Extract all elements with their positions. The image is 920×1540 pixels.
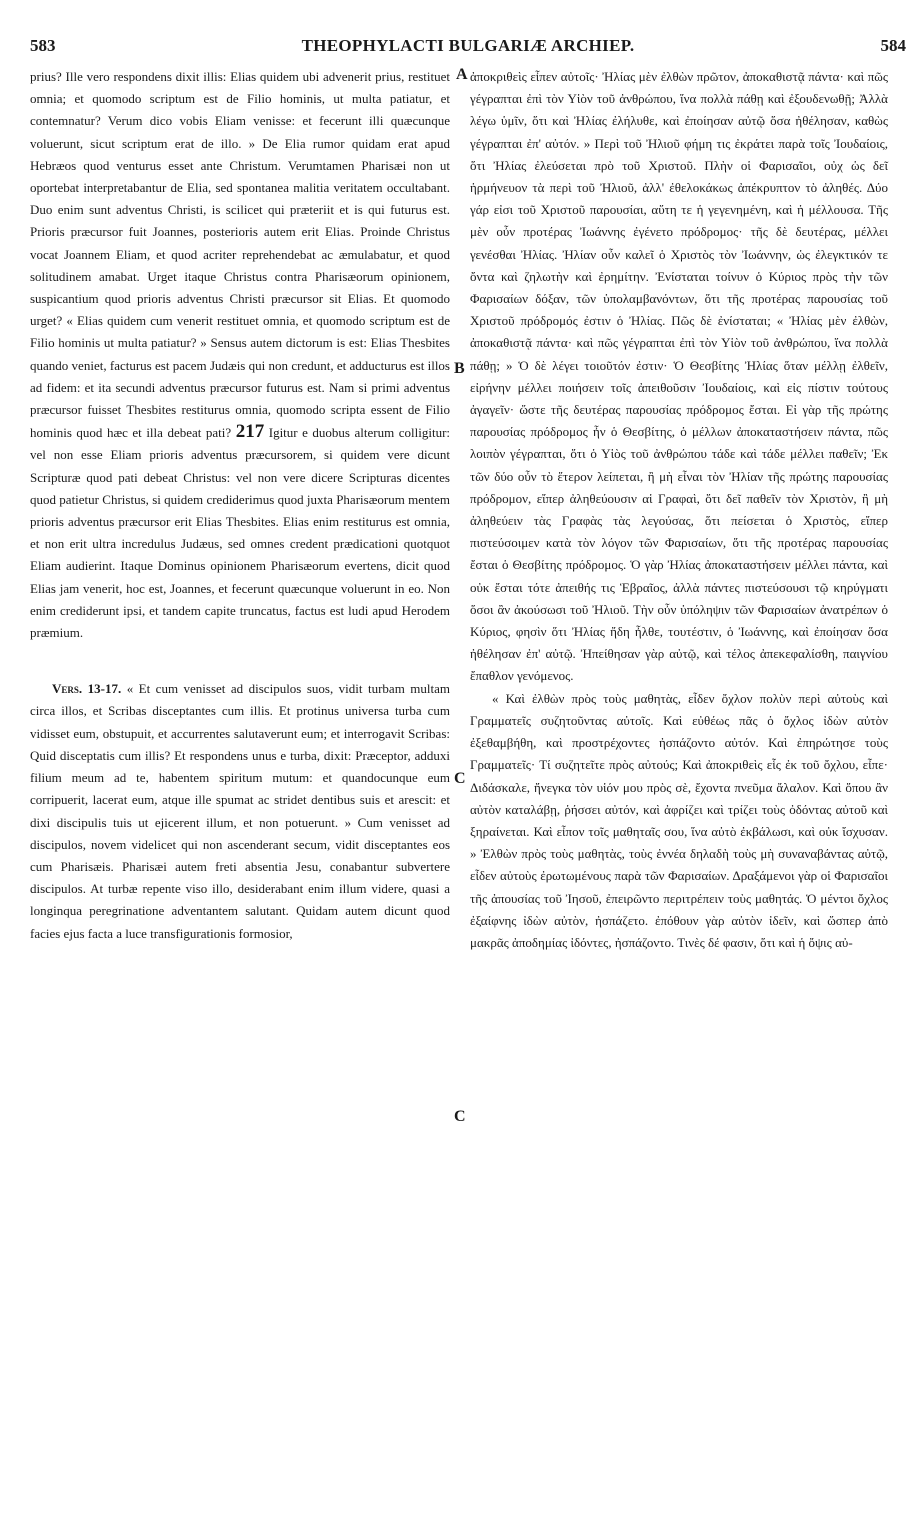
latin-text-2: « Et cum venisset ad discipulos suos, vidit turbam multam circa illos, et Scribas disceptantes cum illis. Et protinus universa turba cum vidisset eum, obstupuit, et accurrentes salutaverunt eum; et interrogavit Scribas: Quid disceptatis cum illis? Et respondens unus e turba, dixit: Præceptor, adduxi filium meum ad te, habentem spiritum mutum: et quandocunque eum corripuerit, lacerat eum, atque ille spumat ac stridet dentibus suis et arescit: et dixi discipulis tuis ut ejicerent illum, et non potuerunt. » Cum venisset ad discipulos, novem videlicet qui non ascenderant secum, vidit disceptantes eos cum Pharisæis. Pharisæi autem freti absentia Jesu, conabantur subvertere discipulos. At turbæ repente viso illo, desiderabant enim illum videre, quasi a longinqua peregrinatione adventantem salutant. Quidam autem dicunt quod facies ejus facta a luce transfigurationis formosior, [30,681,450,941]
greek-column [470,66,888,954]
greek-paragraph-2 [470,688,888,954]
greek-text-1: ἀποκριθεὶς εἶπεν αὐτοῖς· Ἠλίας μὲν ἐλθὼν πρῶτον, ἀποκαθιστᾷ πάντα· καὶ πῶς γέγραπται ἐπὶ τὸν Υἱὸν τοῦ ἀνθρώπου, ἵνα πολλὰ πάθῃ καὶ ἐξουδενωθῇ; Ἀλλὰ λέγω ὑμῖν, ὅτι καὶ Ἠλίας ἐλήλυθε, καὶ ἐποίησαν αὐτῷ ὅσα ἠθέλησαν, καθὼς γέγραπται ἐπ' αὐτόν. » Περὶ τοῦ Ἠλιοῦ φήμη τις ἐκράτει παρὰ τοῖς Ἰουδαίοις, ὅτι Ἠλίας ἐλεύσεται πρὸ τοῦ Χριστοῦ. Πλὴν οἱ Φαρισαῖοι, οὐχ ὡς δεῖ ἡρμήνευον τὰ περὶ τοῦ Ἠλιοῦ, ἀλλ' ἐθελοκάκως ἀπέκρυπτον τὸ ἀληθές. Δύο γάρ εἰσι τοῦ Χριστοῦ παρουσίαι, αὕτη τε ἡ γεγενημένη, καὶ ἡ μέλλουσα. Τῆς μὲν οὖν προτέρας Ἰωάννης ἐγένετο πρόδρομος· τῆς δὲ δευτέρας, μέλλει γενέσθαι Ἠλίας. Ἠλίαν οὖν καλεῖ ὁ Χριστὸς τὸν Ἰωάννην, ὡς ἐλεγκτικόν τε ὄντα καὶ ζηλωτὴν καὶ ἐρημίτην. Ἐνίσταται τοίνυν ὁ Κύριος πρὸς τὴν τῶν Φαρισαίων δόξαν, τῶν ὑπολαμβανόντων, ὅτι τῆς προτέρας παρουσίας τοῦ Χριστοῦ πρόδρομός ἐστιν ὁ Ἠλίας. Πῶς δὲ ἐνίσταται; « Ἠλίας μὲν ἐλθὼν, ἀποκαθιστᾷ πάντα· καὶ πῶς γέγραπται ἐπὶ τὸν Υἱὸν τοῦ ἀνθρώπου, ἵνα πολλὰ πάθῃ; » Ὁ δὲ λέγει τοιοῦτόν ἐστιν· Ὁ Θεσβίτης Ἠλίας ὅταν μέλλῃ ἐλθεῖν, εἰρήνην μέλλει ποιήσειν τοῖς ἀπειθοῦσιν Ἰουδαίοις, καὶ εἰς πίστιν τούτους ἀγαγεῖν· ὥστε τῆς δευτέρας παρουσίας πρόδρομος ἔσται. Εἰ γὰρ τῆς πρώτης παρουσίας πρόδρομος ἦν ὁ Θεσβίτης, ὁ μέλλων ἀποκαταστήσειν πάντα, πῶς λοιπὸν γέγραπται, ὅτι ὁ Υἱὸς τοῦ ἀνθρώπου τάδε καὶ τάδε μέλλει παθεῖν; Ἐκ τῶν δύο οὖν τὸ ἕτερον λείπεται, ἢ μὴ εἶναι τὸν Ἠλίαν τῆς πρώτης παρουσίας πρόδρομον, εἴπερ ἀληθεύουσιν αἱ Γραφαὶ, ὅτι δεῖ παθεῖν τὸν Χριστὸν, ἢ μὴ ἀληθεύειν τὰς Γραφὰς τὰς λεγούσας, ὅτι πείσεται ὁ Χριστὸς, εἴπερ πιστεύσοιμεν κατὰ τὸν λόγον τῶν Φαρισαίων, ὅτι τῆς προτέρας παρουσίας ἔσται ὁ Θεσβίτης πρόδρομος. Ὁ γὰρ Ἠλίας ἀποκαταστήσειν μέλλει πάντα, καὶ οὐκ ἔσται τότε ἀπειθής τις Ἑβραῖος, ἀλλὰ πάντες πιστεύσουσι τῷ κηρύγματι ὅσοι ἂν ἀκούσωσι τοῦ Ἠλιοῦ. Τὴν οὖν ὑπόληψιν τῶν Φαρισαίων ἀνατρέπων ὁ Κύριος, φησὶν ὅτι Ἠλίας ἤδη ἦλθε, τουτέστιν, ὁ Ἰωάννης, καὶ ἐποίησαν ὅσα ἠθέλησαν ἐπ' αὐτῷ. Ἠπείθησαν γὰρ αὐτῷ, καὶ τέλος ἀπεκεφαλίσθη, παιγνίου ἔπαθλον γενόμενος. [470,69,888,684]
left-page-number: 583 [30,36,56,55]
margin-marker-c: C [454,770,466,787]
paragraph-gap [30,644,450,678]
latin-paragraph-2 [30,678,450,944]
right-page-number: 584 [880,36,906,55]
column-number: 217 [235,421,265,443]
latin-paragraph-1 [30,66,450,644]
latin-text-1: prius? Ille vero respondens dixit illis: Elias quidem ubi advenerit prius, restituet omnia; et quomodo scriptum est de Filio hominis, ut multa patiatur, et contemnatur? Verum dico vobis Eliam venisse: et fecerunt illi quæcunque voluerunt, sicut scriptum erat de illo. » De Elia rumor quidam erat apud Hebræos quod venturus esset ante Christum. Verumtamen Pharisæi non ut oportebat interpretabantur de Elia, sed spontanea malitia veritatem occultabant. Duo enim sunt adventus Christi, is scilicet qui præteriit et is qui futurus est. Prioris præcursor fuit Joannes, posterioris autem erit Elias. Proinde Christus vocat Joannem Eliam, et quod acriter reprehendebat ac æmulabatur, et quod solitudinem amabat. Urget itaque Christus contra Pharisæorum opinionem, suspicantium quod prioris adventus Christi præcursor sit Elias. Et quomodo urget? « Elias quidem cum venerit restituet omnia, et quomodo scriptum est de Filio hominis ut multa patiatur? » Sensus autem dictorum is est: Elias Thesbites quando veniet, facturus est pacem Judæis qui non credunt, et adducturus est illos ad fidem: et ita secundi adventus præcursor futurus est. Nam si primi adventus præcursor fuisset Thesbites restiturus omnia, quomodo scripta essent de Filio hominis quod hæc et illa debeat pati? [30,69,450,441]
greek-text-2: « Καὶ ἐλθὼν πρὸς τοὺς μαθητὰς, εἶδεν ὄχλον πολὺν περὶ αὐτοὺς καὶ Γραμματεῖς συζητοῦντας αὐτοῖς. Καὶ εὐθέως πᾶς ὁ ὄχλος ἰδὼν αὐτὸν ἐξεθαμβήθη, καὶ προστρέχοντες ἠσπάζοντο αὐτόν. Καὶ ἐπηρώτησε τοὺς Γραμματεῖς· Τί συζητεῖτε πρὸς αὐτούς; Καὶ ἀποκριθεὶς εἷς ἐκ τοῦ ὄχλου, εἶπε· Διδάσκαλε, ἤνεγκα τὸν υἱόν μου πρὸς σὲ, ἔχοντα πνεῦμα ἄλαλον. Καὶ ὅπου ἂν αὐτὸν καταλάβῃ, ῥήσσει αὐτόν, καὶ ἀφρίζει καὶ τρίζει τοὺς ὀδόντας αὐτοῦ καὶ ξηραίνεται. Καὶ εἶπον τοῖς μαθηταῖς σου, ἵνα αὐτὸ ἐκβάλωσι, καὶ οὐκ ἴσχυσαν. » Ἐλθὼν πρὸς τοὺς μαθητὰς, τοὺς ἐννέα δηλαδὴ τοὺς μὴ συναναβάντας αὐτῷ, εἶδεν αὐτοὺς ἐρωτωμένους παρὰ τῶν Φαρισαίων. Δραξάμενοι γὰρ οἱ Φαρισαῖοι τῆς ἀπουσίας τοῦ Ἰησοῦ, ἐπειρῶντο περιτρέπειν τοὺς μαθητάς. Ὁ μέντοι ὄχλος ἐξαίφνης ἰδὼν αὐτὸν, ἠσπάζετο. ἐπόθουν γὰρ αὐτὸν ἰδεῖν, καὶ ὥσπερ ἀπὸ μακρᾶς ἀποδημίας ἰδόντες, ἠσπάζοντο. Τινὲς δέ φασιν, ὅτι καὶ ἡ ὄψις αὐ- [470,690,888,950]
running-title: THEOPHYLACTI BULGARIÆ ARCHIEP. [301,36,635,55]
page-header [30,36,906,62]
greek-paragraph-1 [470,66,888,688]
margin-marker-c-second: C [454,1108,466,1125]
latin-column [30,66,450,945]
latin-text-1-continued: Igitur e duobus alterum colligitur: vel non esse Eliam prioris adventus præcursorem, si quidem vere dicunt Scripturæ quod pati debeat Christus: vel non vere dicere Scripturas dicentes quod patietur Christus, si quidem crediderimus quod juxta Pharisæorum mentem prioris adventus præcursor erit Elias Thesbites. Elias enim restiturus est omnia, et non erit ultra incredulus Judæus, sed omnes credent prædicationi quotquot Eliam audierint. Itaque Dominus opinionem Pharisæorum evertens, dicit quod Elias jam venerit, hoc est, Joannes, et fecerunt quæcunque voluerunt in eo. Non enim crediderunt ipsi, et tandem capite truncatus, factus est ludi apud Herodem præmium. [30,425,451,641]
margin-marker-a: A [456,66,468,83]
verse-label: Vers. 13-17. [52,681,122,697]
margin-marker-b: B [454,360,465,377]
